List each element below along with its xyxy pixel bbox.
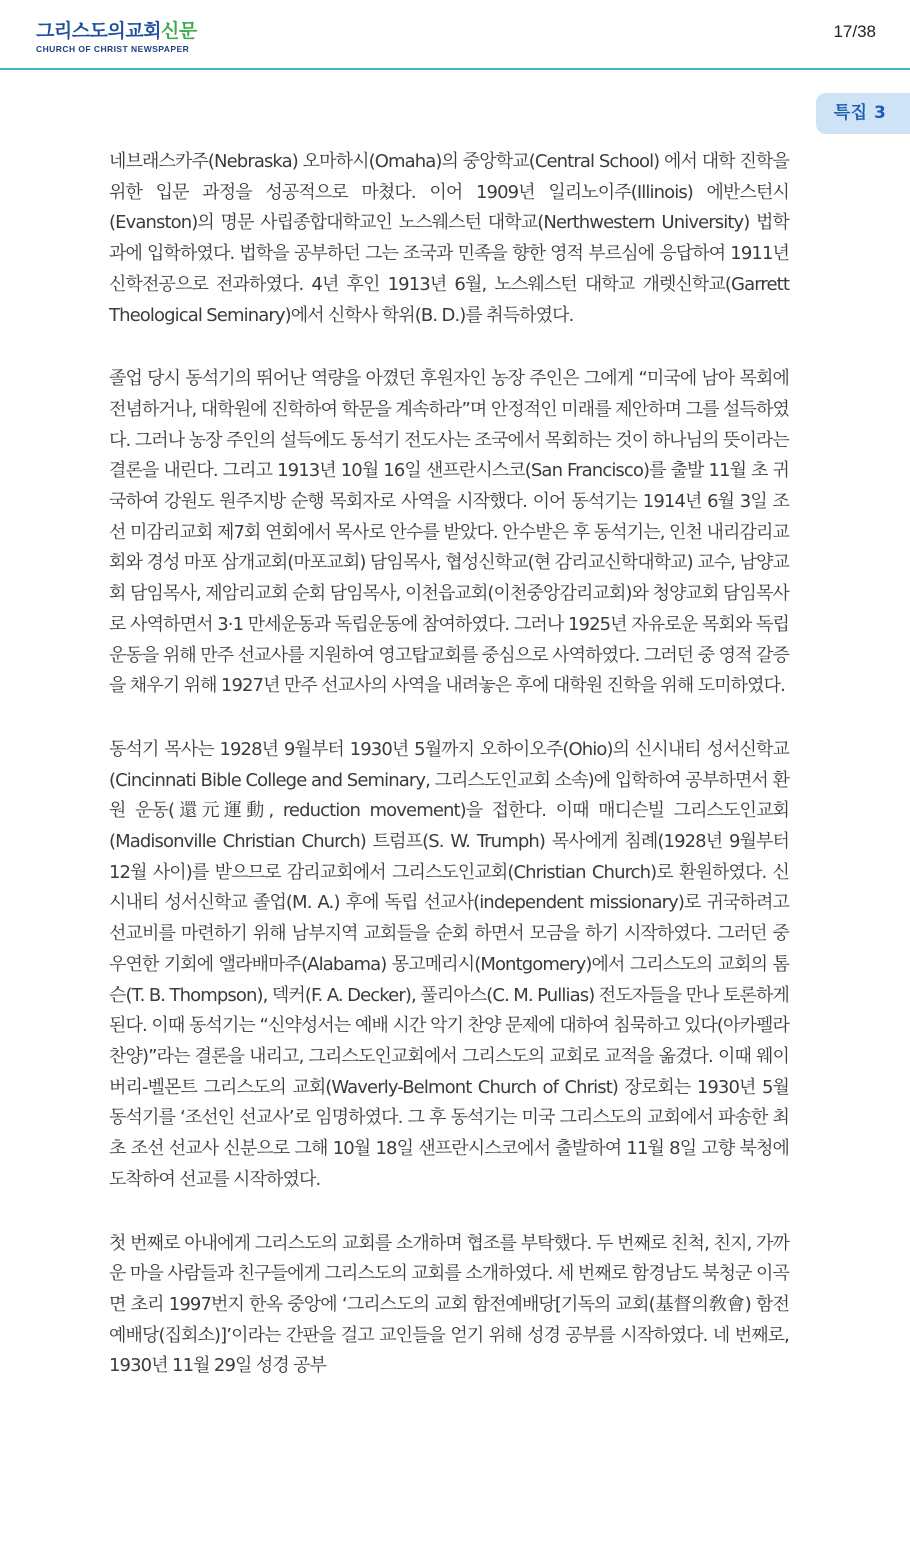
page-number: 17/38 [833, 22, 876, 41]
article-paragraph: 네브래스카주(Nebraska) 오마하시(Omaha)의 중앙학교(Central School) 에서 대학 진학을 위한 입문 과정을 성공적으로 마쳤다. 이어 1909년 일리노이주(Illinois) 에반스턴시(Evanston)의 명문 사립종합대학교인 노스웨스턴 대학교(Nerthwestern University) 법학과에 입학하였다. 법학을 공부하던 그는 조국과 민족을 향한 영적 부르심에 응답하여 1911년 신학전공으로 전과하였다. 4년 후인 1913년 6월, 노스웨스턴 대학교 개렛신학교(Garrett Theological Seminary)에서 신학사 학위(B. D.)를 취득하였다. [109, 151, 789, 326]
page-header [0, 0, 910, 70]
article-paragraph: 졸업 당시 동석기의 뛰어난 역량을 아꼈던 후원자인 농장 주인은 그에게 “미국에 남아 목회에 전념하거나, 대학원에 진학하여 학문을 계속하라”며 안정적인 미래를 제안하며 그를 설득하였다. 그러나 농장 주인의 설득에도 동석기 전도사는 조국에서 목회하는 것이 하나님의 뜻이라는 결론을 내린다. 그리고 1913년 10월 16일 샌프란시스코(San Francisco)를 출발 11월 초 귀국하여 강원도 원주지방 순행 목회자로 사역을 시작했다. 이어 동석기는 1914년 6월 3일 조선 미감리교회 제7회 연회에서 목사로 안수를 받았다. 안수받은 후 동석기는, 인천 내리감리교회와 경성 마포 삼개교회(마포교회) 담임목사, 협성신학교(현 감리교신학대학교) 교수, 남양교회 담임목사, 제암리교회 순회 담임목사, 이천읍교회(이천중앙감리교회)와 청양교회 담임목사로 사역하면서 3·1 만세운동과 독립운동에 참여하였다. 그러나 1925년 자유로운 목회와 독립운동을 위해 만주 선교사를 지원하여 영고탑교회를 중심으로 사역하였다. 그러던 중 영적 갈증을 채우기 위해 1927년 만주 선교사의 사역을 내려놓은 후에 대학원 진학을 위해 도미하였다. [109, 368, 789, 697]
article-body [109, 147, 789, 1382]
logo-title [36, 20, 197, 42]
logo-title-church: 그리스도의교회 [36, 20, 161, 42]
section-tab: 특집 3 [816, 93, 910, 134]
logo-title-newspaper: 신문 [160, 20, 197, 42]
newspaper-logo[interactable] [36, 20, 197, 54]
logo-subtitle: CHURCH OF CHRIST NEWSPAPER [36, 44, 190, 54]
article-paragraph: 동석기 목사는 1928년 9월부터 1930년 5월까지 오하이오주(Ohio)의 신시내티 성서신학교(Cincinnati Bible College and Seminary, 그리스도인교회 소속)에 입학하여 공부하면서 환원 운동(還元運動, reduction movement)을 접한다. 이때 매디슨빌 그리스도인교회(Madisonville Christian Church) 트럼프(S. W. Trumph) 목사에게 침례(1928년 9월부터 12월 사이)를 받으므로 감리교회에서 그리스도인교회(Christian Church)로 환원하였다. 신시내티 성서신학교 졸업(M. A.) 후에 독립 선교사(independent missionary)로 귀국하려고 선교비를 마련하기 위해 남부지역 교회들을 순회 하면서 모금을 하기 시작하였다. 그러던 중 우연한 기회에 앨라배마주(Alabama) 몽고메리시(Montgomery)에서 그리스도의 교회의 톰슨(T. B. Thompson), 덱커(F. A. Decker), 풀리아스(C. M. Pullias) 전도자들을 만나 토론하게 된다. 이때 동석기는 “신약성서는 예배 시간 악기 찬양 문제에 대하여 침묵하고 있다(아카펠라 찬양)”라는 결론을 내리고, 그리스도인교회에서 그리스도의 교회로 교적을 옮겼다. 이때 웨이버리-벨몬트 그리스도의 교회(Waverly-Belmont Church of Christ) 장로회는 1930년 5월 동석기를 ‘조선인 선교사’로 임명하였다. 그 후 동석기는 미국 그리스도의 교회에서 파송한 최초 조선 선교사 신분으로 그해 10월 18일 샌프란시스코에서 출발하여 11월 8일 고향 북청에 도착하여 선교를 시작하였다. [109, 738, 789, 1190]
article-paragraph: 첫 번째로 아내에게 그리스도의 교회를 소개하며 협조를 부탁했다. 두 번째로 친척, 친지, 가까운 마을 사람들과 친구들에게 그리스도의 교회를 소개하였다. 세 번째로 함경남도 북청군 이곡면 초리 1997번지 한옥 중앙에 ‘그리스도의 교회 함전예배당[기독의 교회(基督의敎會) 함전예배당(집회소)]’이라는 간판을 걸고 교인들을 얻기 위해 성경 공부를 시작하였다. 네 번째로, 1930년 11월 29일 성경 공부 [109, 1232, 789, 1377]
